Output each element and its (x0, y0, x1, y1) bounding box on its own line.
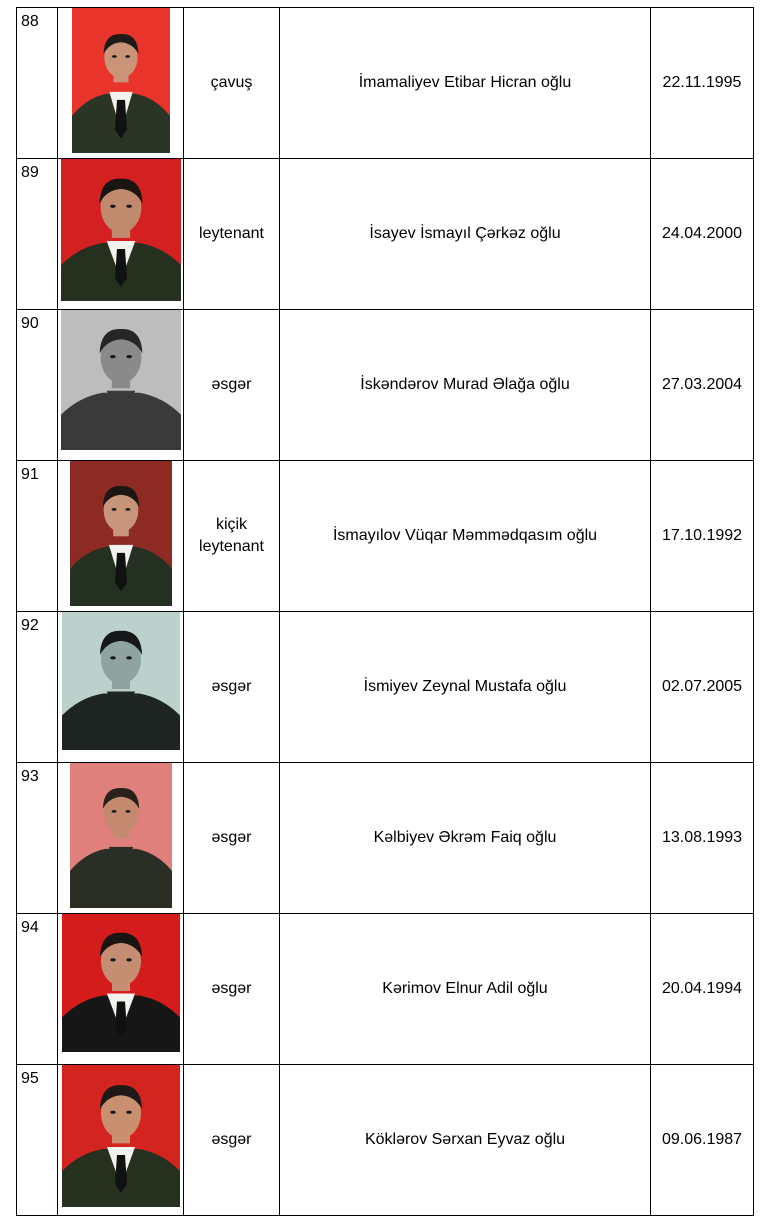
table-row (17, 914, 754, 1065)
photo-cell (58, 612, 184, 763)
portrait-photo (62, 612, 180, 750)
rank-cell: əsgər (184, 914, 280, 1065)
row-number: 90 (17, 310, 58, 461)
rank-cell: əsgər (184, 310, 280, 461)
rank-cell: əsgər (184, 1065, 280, 1216)
birth-date-cell: 13.08.1993 (651, 763, 754, 914)
portrait-photo (72, 8, 170, 153)
full-name-cell: Kərimov Elnur Adil oğlu (280, 914, 651, 1065)
photo-cell (58, 1065, 184, 1216)
photo-cell (58, 763, 184, 914)
table-row (17, 461, 754, 612)
full-name-cell: İmamaliyev Etibar Hicran oğlu (280, 8, 651, 159)
table-row (17, 8, 754, 159)
birth-date-cell: 20.04.1994 (651, 914, 754, 1065)
table-row (17, 310, 754, 461)
full-name-cell: İsmayılov Vüqar Məmmədqasım oğlu (280, 461, 651, 612)
table-row (17, 763, 754, 914)
portrait-photo (70, 461, 172, 606)
personnel-table-body (17, 8, 754, 1216)
rank-cell: kiçik leytenant (184, 461, 280, 612)
full-name-cell: İskəndərov Murad Əlağa oğlu (280, 310, 651, 461)
portrait-photo (62, 914, 180, 1052)
full-name-cell: İsmiyev Zeynal Mustafa oğlu (280, 612, 651, 763)
photo-cell (58, 8, 184, 159)
portrait-photo (61, 310, 181, 450)
full-name-cell: Kəlbiyev Əkrəm Faiq oğlu (280, 763, 651, 914)
portrait-photo (70, 763, 172, 908)
row-number: 91 (17, 461, 58, 612)
photo-cell (58, 461, 184, 612)
birth-date-cell: 09.06.1987 (651, 1065, 754, 1216)
row-number: 94 (17, 914, 58, 1065)
portrait-photo (62, 1065, 180, 1207)
row-number: 92 (17, 612, 58, 763)
row-number: 93 (17, 763, 58, 914)
photo-cell (58, 914, 184, 1065)
birth-date-cell: 17.10.1992 (651, 461, 754, 612)
birth-date-cell: 22.11.1995 (651, 8, 754, 159)
photo-cell (58, 310, 184, 461)
row-number: 88 (17, 8, 58, 159)
full-name-cell: Köklərov Sərxan Eyvaz oğlu (280, 1065, 651, 1216)
photo-cell (58, 159, 184, 310)
birth-date-cell: 02.07.2005 (651, 612, 754, 763)
full-name-cell: İsayev İsmayıl Çərkəz oğlu (280, 159, 651, 310)
rank-cell: əsgər (184, 763, 280, 914)
portrait-photo (61, 159, 181, 301)
table-row (17, 612, 754, 763)
birth-date-cell: 24.04.2000 (651, 159, 754, 310)
rank-cell: çavuş (184, 8, 280, 159)
personnel-table (16, 7, 754, 1216)
rank-cell: əsgər (184, 612, 280, 763)
row-number: 89 (17, 159, 58, 310)
table-row (17, 159, 754, 310)
row-number: 95 (17, 1065, 58, 1216)
birth-date-cell: 27.03.2004 (651, 310, 754, 461)
rank-cell: leytenant (184, 159, 280, 310)
table-row (17, 1065, 754, 1216)
